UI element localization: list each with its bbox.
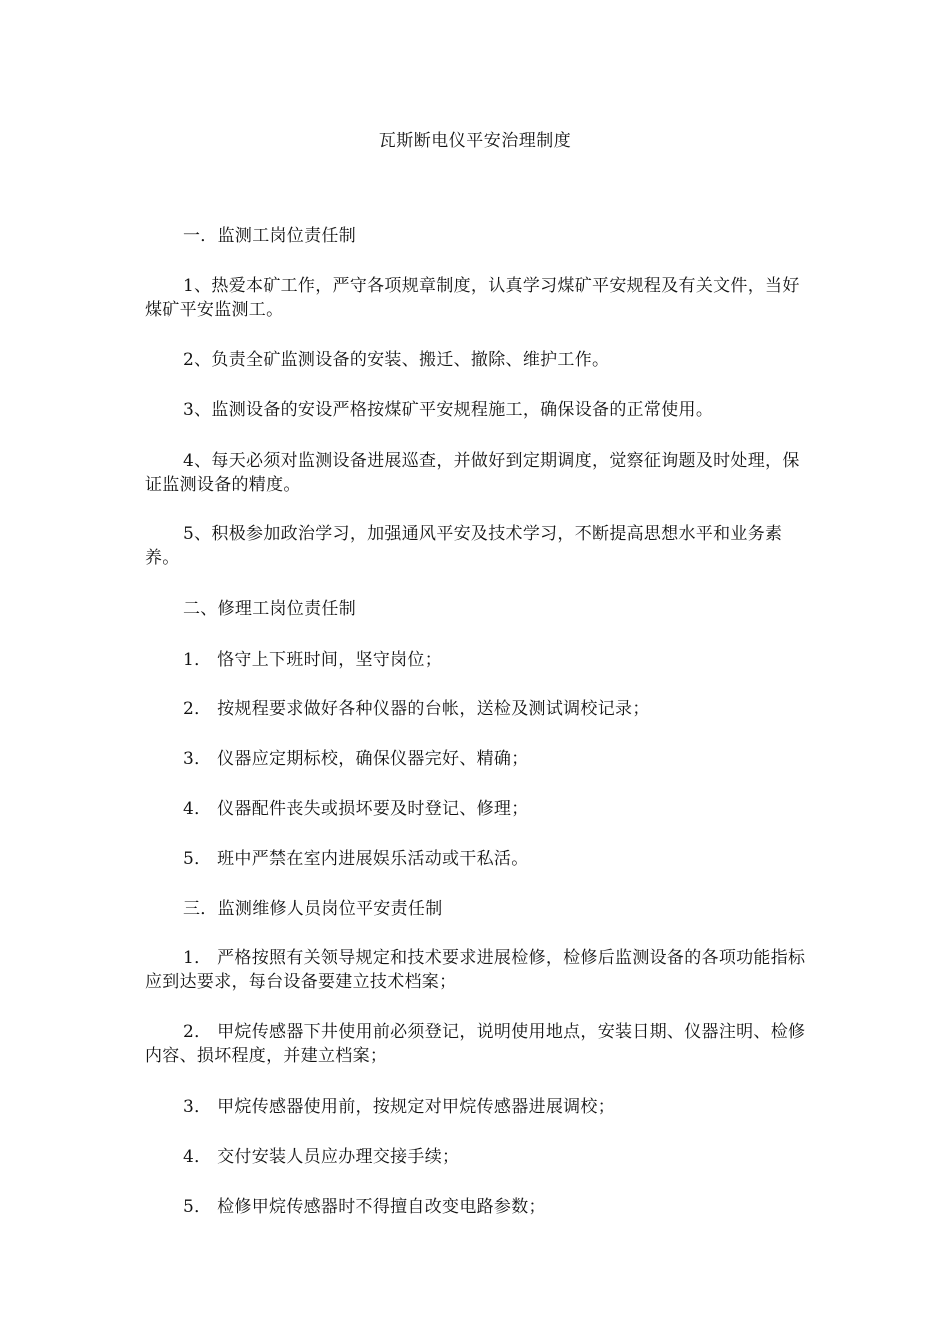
- list-item: 5． 班中严禁在室内进展娱乐活动或干私活。: [183, 849, 529, 869]
- list-item: 1． 严格按照有关领导规定和技术要求进展检修，检修后监测设备的各项功能指标应到达要求，每台设备要建立技术档案；: [145, 948, 806, 992]
- list-item: 1． 恪守上下班时间，坚守岗位；: [183, 650, 443, 670]
- list-item: 4． 交付安装人员应办理交接手续；: [183, 1147, 460, 1167]
- list-item: 2． 甲烷传感器下井使用前必须登记，说明使用地点，安装日期、仪器注明、检修内容、损坏程度，并建立档案；: [145, 1022, 806, 1066]
- paragraph: 2、负责全矿监测设备的安装、搬迁、撤除、维护工作。: [183, 350, 610, 370]
- section-heading-3: 三．监测维修人员岗位平安责任制: [183, 899, 443, 919]
- list-item: 3． 仪器应定期标校，确保仪器完好、精确；: [183, 749, 529, 769]
- section-heading-1: 一．监测工岗位责任制: [183, 226, 356, 246]
- list-item: 3． 甲烷传感器使用前，按规定对甲烷传感器进展调校；: [183, 1097, 616, 1117]
- list-item: 4． 仪器配件丧失或损坏要及时登记、修理；: [183, 799, 529, 819]
- paragraph: 1、热爱本矿工作，严守各项规章制度，认真学习煤矿平安规程及有关文件，当好煤矿平安监测工。: [145, 276, 800, 320]
- paragraph: 3、监测设备的安设严格按煤矿平安规程施工，确保设备的正常使用。: [183, 400, 714, 420]
- paragraph: 4、每天必须对监测设备进展巡查，并做好到定期调度，觉察征询题及时处理，保证监测设备的精度。: [145, 451, 800, 495]
- paragraph: 5、积极参加政治学习，加强通风平安及技术学习，不断提高思想水平和业务素养。: [145, 524, 783, 568]
- list-item: 2． 按规程要求做好各种仪器的台帐，送检及测试调校记录；: [183, 699, 650, 719]
- document-title: 瓦斯断电仪平安治理制度: [378, 131, 572, 151]
- section-heading-2: 二、修理工岗位责任制: [183, 599, 356, 619]
- list-item: 5． 检修甲烷传感器时不得擅自改变电路参数；: [183, 1197, 546, 1217]
